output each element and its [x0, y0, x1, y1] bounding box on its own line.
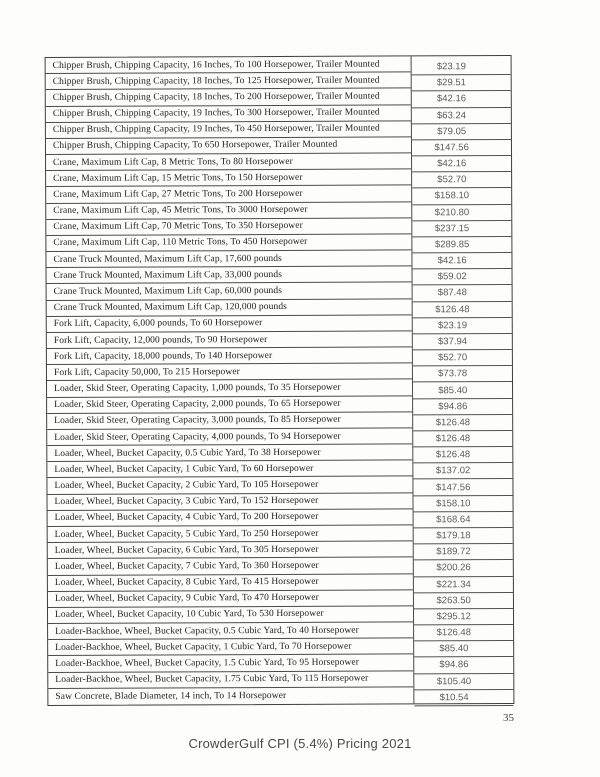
table-row-price: $289.85: [413, 237, 512, 254]
table-row-description: Chipper Brush, Chipping Capacity, 16 Inches, To 100 Horsepower, Trailer Mounted: [46, 56, 411, 74]
table-row-price: $210.80: [413, 205, 512, 222]
table-row-price: $73.78: [413, 366, 512, 383]
table-row-price: $94.86: [415, 657, 514, 674]
table-row-description: Loader, Wheel, Bucket Capacity, 2 Cubic Yard, To 105 Horsepower: [47, 477, 412, 495]
table-row-description: Loader, Skid Steer, Operating Capacity, 3,000 pounds, To 85 Horsepower: [47, 412, 412, 430]
table-row-price: $126.48: [414, 431, 513, 448]
table-row-price: $52.70: [413, 350, 512, 367]
table-row-price: $137.02: [414, 463, 513, 480]
table-row-price: $94.86: [414, 399, 513, 416]
table-row-description: Chipper Brush, Chipping Capacity, 19 Inches, To 300 Horsepower, Trailer Mounted: [46, 105, 411, 123]
table-row-description: Loader, Wheel, Bucket Capacity, 8 Cubic Yard, To 415 Horsepower: [48, 574, 413, 592]
table-row-price: $126.48: [413, 302, 512, 319]
table-row-description: Crane, Maximum Lift Cap, 110 Metric Tons, To 450 Horsepower: [46, 234, 411, 252]
table-row-price: $23.19: [412, 59, 511, 76]
table-row-description: Crane Truck Mounted, Maximum Lift Cap, 33,000 pounds: [47, 267, 412, 285]
table-row-price: $200.26: [414, 560, 513, 577]
table-row-description: Crane Truck Mounted, Maximum Lift Cap, 17,600 pounds: [46, 250, 411, 268]
table-row-description: Fork Lift, Capacity, 12,000 pounds, To 90 Horsepower: [47, 331, 412, 349]
table-row-description: Chipper Brush, Chipping Capacity, To 650 Horsepower, Trailer Mounted: [46, 137, 411, 155]
table-row-description: Loader, Skid Steer, Operating Capacity, 1,000 pounds, To 35 Horsepower: [47, 380, 412, 398]
table-row-price: $29.51: [412, 75, 511, 92]
table-row-description: Crane, Maximum Lift Cap, 70 Metric Tons, To 350 Horsepower: [46, 218, 411, 236]
table-row-price: $85.40: [415, 641, 514, 658]
table-row-description: Loader, Wheel, Bucket Capacity, 3 Cubic Yard, To 152 Horsepower: [47, 493, 412, 511]
table-row-description: Chipper Brush, Chipping Capacity, 18 Inches, To 200 Horsepower, Trailer Mounted: [46, 89, 411, 107]
table-row-description: Loader-Backhoe, Wheel, Bucket Capacity, 1.75 Cubic Yard, To 115 Horsepower: [48, 671, 413, 689]
table-row-price: $105.40: [415, 673, 514, 690]
table-row-description: Crane, Maximum Lift Cap, 45 Metric Tons, To 3000 Horsepower: [46, 202, 411, 220]
price-column-inner: [412, 59, 513, 706]
table-row-price: $52.70: [413, 172, 512, 189]
table-row-description: Loader, Wheel, Bucket Capacity, 10 Cubic Yard, To 530 Horsepower: [48, 606, 413, 624]
table-row-description: Loader, Wheel, Bucket Capacity, 5 Cubic Yard, To 250 Horsepower: [48, 525, 413, 543]
table-row-price: $189.72: [414, 544, 513, 561]
table-row-description: Chipper Brush, Chipping Capacity, 18 Inches, To 125 Horsepower, Trailer Mounted: [46, 73, 411, 91]
table-row-price: $158.10: [414, 496, 513, 513]
table-row-description: Fork Lift, Capacity, 18,000 pounds, To 140 Horsepower: [47, 347, 412, 365]
table-row-description: Loader, Wheel, Bucket Capacity, 1 Cubic Yard, To 60 Horsepower: [47, 461, 412, 479]
table-row-price: $168.64: [414, 512, 513, 529]
table-row-description: Loader, Wheel, Bucket Capacity, 6 Cubic Yard, To 305 Horsepower: [48, 542, 413, 560]
table-row-price: $237.15: [413, 221, 512, 238]
table-row-price: $87.48: [413, 285, 512, 302]
price-column: [411, 56, 513, 703]
table-row-price: $63.24: [412, 107, 511, 124]
table-row-description: Saw Concrete, Blade Diameter, 14 inch, To 14 Horsepower: [55, 690, 287, 702]
table-row-description: Loader, Wheel, Bucket Capacity, 7 Cubic Yard, To 360 Horsepower: [48, 558, 413, 576]
table-row-price: $126.48: [414, 625, 513, 642]
page-number: 35: [503, 712, 514, 724]
table-row-price: $263.50: [414, 593, 513, 610]
table-row-description: Crane, Maximum Lift Cap, 27 Metric Tons, To 200 Horsepower: [46, 186, 411, 204]
table-row-description: Loader-Backhoe, Wheel, Bucket Capacity, 1.5 Cubic Yard, To 95 Horsepower: [48, 655, 413, 673]
table-row-description: Crane, Maximum Lift Cap, 8 Metric Tons, To 80 Horsepower: [46, 153, 411, 171]
table-row-price: $42.16: [412, 156, 511, 173]
table-row-description: Loader, Wheel, Bucket Capacity, 9 Cubic Yard, To 470 Horsepower: [48, 590, 413, 608]
table-row-price: $158.10: [413, 188, 512, 205]
page-footer: CrowderGulf CPI (5.4%) Pricing 2021: [188, 736, 412, 751]
table-row-price: $59.02: [413, 269, 512, 286]
table-row-price: $147.56: [412, 140, 511, 157]
table-row-description: Fork Lift, Capacity, 6,000 pounds, To 60 Horsepower: [47, 315, 412, 333]
table-row-price: $295.12: [414, 609, 513, 626]
description-column: [46, 56, 414, 705]
table-row-price: $42.16: [413, 253, 512, 270]
table-row-description: Chipper Brush, Chipping Capacity, 19 Inches, To 450 Horsepower, Trailer Mounted: [46, 121, 411, 139]
table-row-description: Loader, Wheel, Bucket Capacity, 0.5 Cubic Yard, To 38 Horsepower: [47, 445, 412, 463]
table-row-price: $221.34: [414, 576, 513, 593]
table-row-price: $23.19: [413, 318, 512, 335]
table-row-price: $10.54: [415, 690, 514, 707]
table-row-description: Fork Lift, Capacity 50,000, To 215 Horsepower: [47, 364, 412, 382]
table-row-description: Loader-Backhoe, Wheel, Bucket Capacity, 1 Cubic Yard, To 70 Horsepower: [48, 639, 413, 657]
table-row-price: $126.48: [414, 415, 513, 432]
table-row-description: Loader, Skid Steer, Operating Capacity, 4,000 pounds, To 94 Horsepower: [47, 428, 412, 446]
table-row-description: Crane, Maximum Lift Cap, 15 Metric Tons, To 150 Horsepower: [46, 170, 411, 188]
table-row-price: $85.40: [413, 382, 512, 399]
table-row-price: $126.48: [414, 447, 513, 464]
table-row-description: Loader, Skid Steer, Operating Capacity, 2,000 pounds, To 65 Horsepower: [47, 396, 412, 414]
table-row-description: Loader, Wheel, Bucket Capacity, 4 Cubic Yard, To 200 Horsepower: [48, 509, 413, 527]
table-row-description: Crane Truck Mounted, Maximum Lift Cap, 120,000 pounds: [47, 299, 412, 317]
table-row-price: $79.05: [412, 124, 511, 141]
table-row-description: Crane Truck Mounted, Maximum Lift Cap, 60,000 pounds: [47, 283, 412, 301]
table-row-price: $179.18: [414, 528, 513, 545]
table-row-price: $147.56: [414, 479, 513, 496]
table-row-price: $37.94: [413, 334, 512, 351]
pricing-table: [45, 55, 515, 706]
table-row-price: $42.16: [412, 91, 511, 108]
table-row-description: Loader-Backhoe, Wheel, Bucket Capacity, 0.5 Cubic Yard, To 40 Horsepower: [48, 622, 413, 640]
